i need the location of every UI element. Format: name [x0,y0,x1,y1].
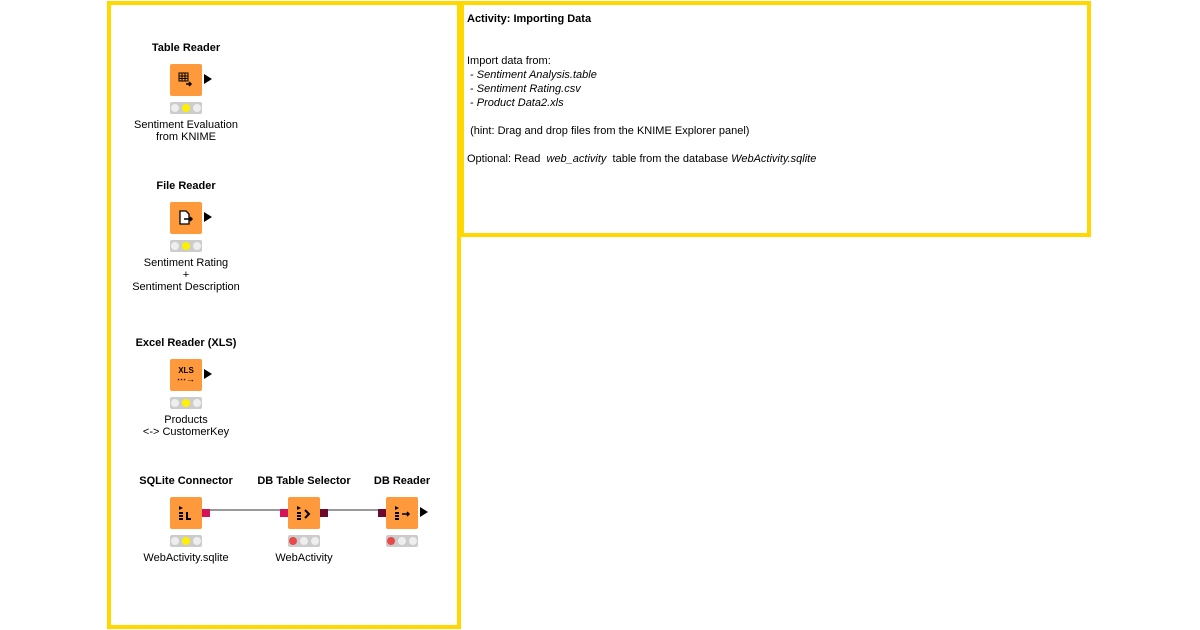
node-title: SQLite Connector [139,475,233,487]
note-file: - Product Data2.xls [467,97,564,109]
status-lights [170,397,202,409]
file-reader-icon[interactable] [170,202,202,234]
note-title: Activity: Importing Data [467,13,592,25]
instructions-text [467,12,816,166]
node-file-reader[interactable] [126,180,246,293]
status-lights [170,102,202,114]
db-output-port[interactable] [202,509,210,517]
output-port-triangle[interactable] [204,74,212,84]
output-port-triangle[interactable] [420,507,428,517]
table-reader-icon[interactable] [170,64,202,96]
output-port-triangle[interactable] [204,212,212,222]
status-lights [170,535,202,547]
node-table-reader[interactable] [126,42,246,143]
db-reader-icon[interactable] [386,497,418,529]
node-db-reader[interactable] [342,475,462,547]
db-data-output-port[interactable] [320,509,328,517]
db-input-port[interactable] [280,509,288,517]
db-table-selector-icon[interactable] [288,497,320,529]
node-sqlite-connector[interactable] [126,475,246,564]
node-label: Sentiment Rating + Sentiment Description [132,257,240,293]
excel-reader-icon[interactable]: XLS ⋯→ [170,359,202,391]
output-port-triangle[interactable] [204,369,212,379]
node-label: WebActivity [275,552,333,564]
node-label: WebActivity.sqlite [143,552,229,564]
node-title: File Reader [156,180,216,192]
node-title: DB Reader [373,475,431,487]
node-label: Products <-> CustomerKey [142,414,230,438]
status-lights [170,240,202,252]
note-optional: Optional: Read web_activity table from the database WebActivity.sqlite [467,153,817,165]
note-hint: (hint: Drag and drop files from the KNIME Explorer panel) [470,125,750,137]
status-lights [288,535,320,547]
node-title: DB Table Selector [257,475,351,487]
note-intro: Import data from: [467,55,551,67]
note-file: - Sentiment Analysis.table [467,69,597,81]
node-title: Table Reader [151,42,221,54]
node-excel-reader[interactable] [126,337,246,438]
node-title: Excel Reader (XLS) [135,337,237,349]
database-connector-icon[interactable] [170,497,202,529]
db-data-input-port[interactable] [378,509,386,517]
note-file: - Sentiment Rating.csv [467,83,581,95]
node-label: Sentiment Evaluation from KNIME [134,119,238,143]
status-lights [386,535,418,547]
